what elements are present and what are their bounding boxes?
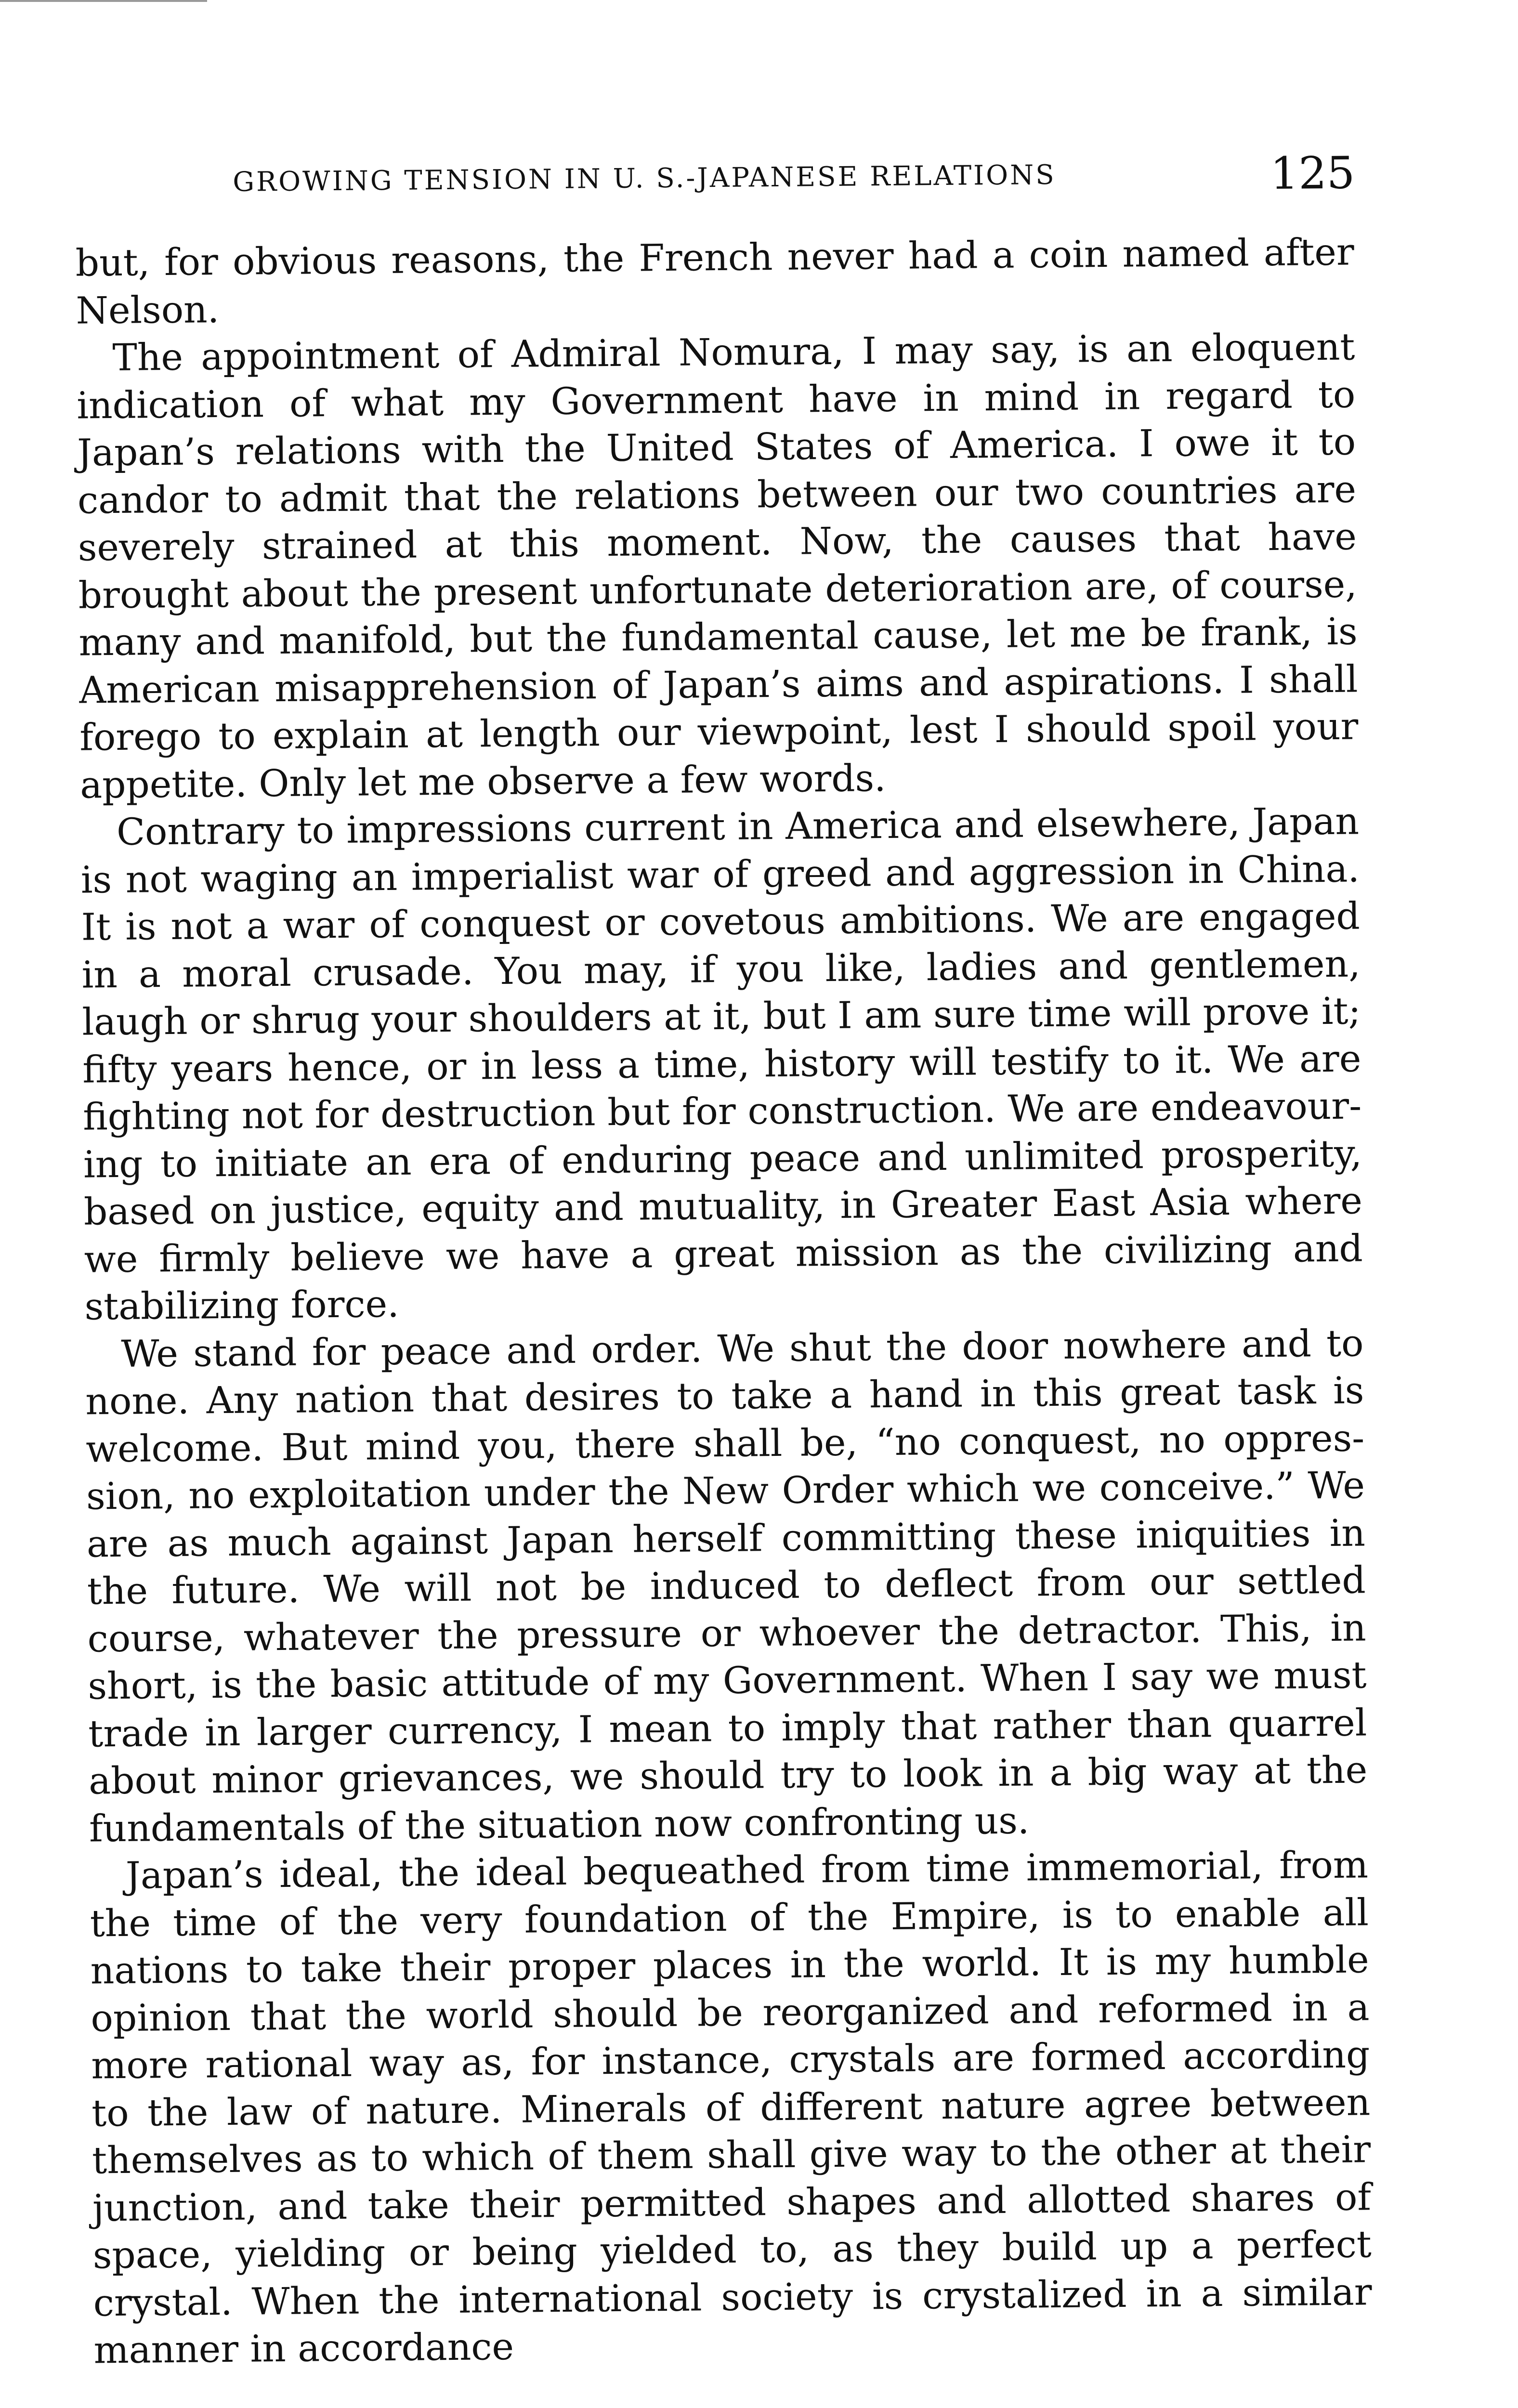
running-head	[233, 147, 1355, 209]
paragraph-moral-crusade: Contrary to impressions current in America and elsewhere, Japan is not waging an imperialist war of greed and aggression in China. It is not a war of conquest or covetous ambitions. We are engaged in a moral crusade. You may, if you like, ladies and gentlemen, laugh or shrug your shoulders at it, but I am sure time will prove it; fifty years hence, or in less a time, history will testify to it. We are fighting not for destruction but for construction. We are endeavouring to initiate an era of enduring peace and unlimited prosperity, based on justice, equity and mutuality, in Greater East Asia where we firmly believe we have a great mission as the civilizing and stabilizing force.	[80, 800, 1363, 1329]
paragraph-continued: but, for obvious reasons, the French never had a coin named after Nelson.	[75, 231, 1355, 333]
page-number: 125	[1270, 147, 1355, 199]
paragraph-nomura-appointment: The appointment of Admiral Nomura, I may say, is an eloquent indication of what my Government have in mind in regard to Japan’s relations with the United States of America. I owe it to candor to admit that the relations between our two countries are severely strained at this moment. Now, the causes that have brought about the present unfortunate deterioration are, of course, many and manifold, but the fundamental cause, let me be frank, is American misapprehension of Japan’s aims and aspirations. I shall forego to explain at length our viewpoint, lest I should spoil your appetite. Only let me observe a few words.	[76, 326, 1359, 807]
running-title: GROWING TENSION IN U. S.-JAPANESE RELATIONS	[233, 159, 1056, 198]
paragraph-japans-ideal: Japan’s ideal, the ideal bequeathed from time immemorial, from the time of the very foundation of the Empire, is to enable all nations to take their proper places in the world. It is my humble opinion that the world should be reorganized and reformed in a more rational way as, for instance, crystals are formed according to the law of nature. Minerals of different nature agree between themselves as to which of them shall give way to the other at their junction, and take their permitted shapes and allotted shares of space, yielding or being yielded to, as they build up a perfect crystal. When the international society is crystalized in a similar manner in accordance	[90, 1844, 1373, 2372]
paragraph-peace-and-order: We stand for peace and order. We shut the door nowhere and to none. Any nation that desires to take a hand in this great task is welcome. But mind you, there shall be, “no conquest, no oppression, no exploitation under the New Order which we conceive.” We are as much against Japan herself committing these iniquities in the future. We will not be induced to deflect from our settled course, whatever the pressure or whoever the detractor. This, in short, is the basic attitude of my Government. When I say we must trade in larger currency, I mean to imply that rather than quarrel about minor grievances, we should try to look in a big way at the fundamentals of the situation now confronting us.	[85, 1322, 1368, 1851]
body-text	[75, 229, 1373, 2375]
